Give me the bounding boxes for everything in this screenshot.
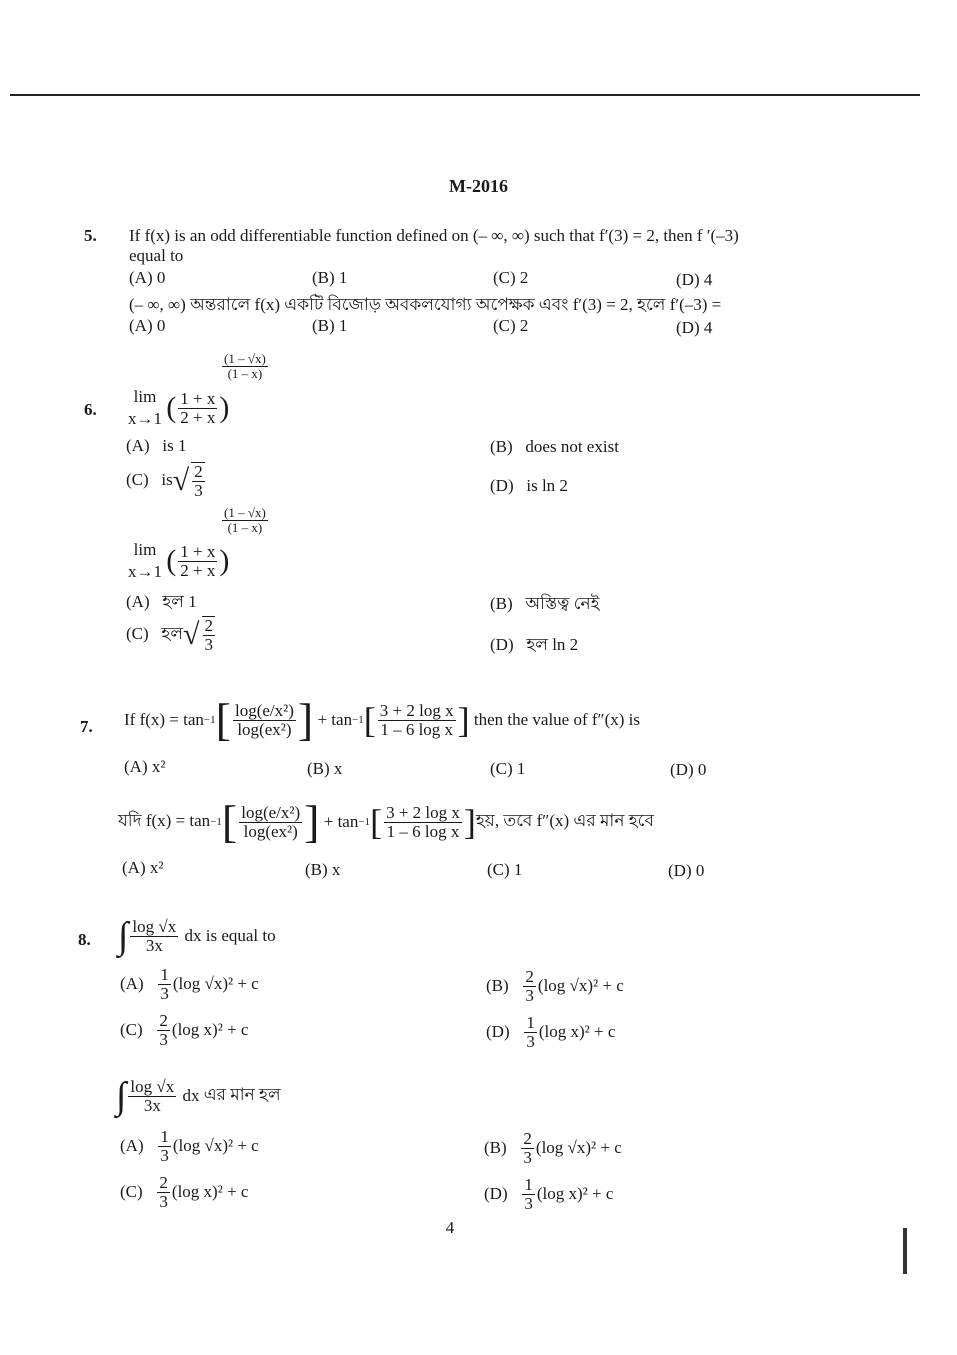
left-bracket: [: [363, 700, 376, 740]
q6-en-option-a: (A) is 1: [126, 436, 187, 455]
q6-bn-option-c: (C) হল√ $\frac{2}{3}$: [126, 616, 213, 654]
integral-icon: ∫: [118, 915, 129, 957]
q6-en-option-b: (B) does not exist: [490, 437, 619, 456]
right-bracket: ]: [297, 694, 314, 745]
question-5-text-en: If f(x) is an odd differentiable function defined on (– ∞, ∞) such that f′(3) = 2, then f ′(–3): [129, 226, 739, 245]
q6-bn-option-a: (A) হল 1: [126, 592, 197, 611]
sqrt-icon: √: [183, 617, 200, 651]
q7-en-suffix: then the value of f″(x) is: [473, 710, 641, 729]
q8-bn-option-a: (A) $\frac{1}{3}$ (log √x)² + c: [120, 1127, 259, 1165]
q7-en-expression: If f(x) = tan −1 [ $\frac{\text{log(e/x²)}}{\text{log(ex²)}}$ ] + tan −1 [ $\frac{\text{3 + 2 log x}}{\text{1 – 6 log x}}$ ] then the value of f″(x) is: [124, 694, 641, 745]
q8-en-option-a: (A) $\frac{1}{3}$ (log √x)² + c: [120, 965, 259, 1003]
exponent-numerator: (1 – √x): [224, 351, 266, 366]
q5-bn-option-d: (D) 4: [676, 318, 713, 337]
margin-mark: [903, 1228, 907, 1274]
q7-bn-suffix: হয়, তবে f″(x) এর মান হবে: [475, 811, 654, 830]
q7-en-option-a: (A) x²: [124, 757, 166, 776]
q7-en-option-b: (B) x: [307, 759, 343, 778]
exponent-denominator: (1 – x): [227, 365, 263, 381]
q5-en-option-c: (C) 2: [493, 268, 529, 287]
q7-en-option-c: (C) 1: [490, 759, 526, 778]
question-5-text-bn: (– ∞, ∞) অন্তরালে f(x) একটি বিজোড় অবকলযোগ্য অপেক্ষক এবং f′(3) = 2, হলে f′(–3) =: [129, 295, 722, 314]
right-paren: ): [219, 391, 230, 425]
q7-bn-expression: যদি f(x) = tan −1 [ $\frac{\text{log(e/x²)}}{\text{log(ex²)}}$ ] + tan −1 [ $\frac{\text{3 + 2 log x}}{\text{1 – 6 log x}}$ ] হয়, তবে f″(x) এর মান হবে: [118, 796, 654, 847]
base-denominator: 2 + x: [180, 407, 216, 427]
q5-bn-option-a: (A) 0: [129, 316, 166, 335]
q5-bn-option-c: (C) 2: [493, 316, 529, 335]
right-paren: ): [219, 544, 230, 578]
question-6-number: 6.: [84, 400, 97, 419]
right-bracket: ]: [304, 796, 320, 847]
q7-bn-option-c: (C) 1: [487, 860, 523, 879]
question-5-text-en-cont: equal to: [129, 246, 184, 265]
question-5-number: 5.: [84, 226, 97, 245]
q6-bn-option-b: (B) অস্তিত্ব নেই: [490, 594, 600, 613]
integral-icon: ∫: [116, 1075, 127, 1117]
question-7-number: 7.: [80, 717, 93, 736]
q8-bn-option-b: (B) $\frac{2}{3}$ (log √x)² + c: [484, 1129, 622, 1167]
q7-bn-option-b: (B) x: [305, 860, 341, 879]
sqrt-icon: √: [172, 463, 190, 497]
q6-en-limit-expression: [128, 386, 229, 430]
q5-en-option-d: (D) 4: [676, 270, 713, 289]
q6-en-exponent: [220, 352, 270, 380]
q8-en-option-b: (B) $\frac{2}{3}$ (log √x)² + c: [486, 967, 624, 1005]
left-bracket: [: [370, 802, 383, 842]
q6-en-option-c: (C) is√ $\frac{2}{3}$: [126, 462, 203, 500]
q8-bn-option-d: (D) $\frac{1}{3}$ (log x)² + c: [484, 1175, 614, 1213]
limit-operator: lim x→1: [128, 387, 162, 429]
q5-bn-option-b: (B) 1: [312, 316, 348, 335]
q8-en-suffix: is equal to: [205, 926, 276, 945]
left-bracket: [: [221, 796, 238, 847]
q7-bn-option-d: (D) 0: [668, 861, 705, 880]
header-rule: [10, 94, 920, 96]
base-numerator: 1 + x: [180, 388, 216, 408]
q8-en-expression: ∫ $\frac{\log √x}{3x}$ dx is equal to: [118, 915, 276, 957]
right-bracket: ]: [463, 802, 476, 842]
page-number: 4: [445, 1218, 455, 1237]
question-8-number: 8.: [78, 930, 91, 949]
left-bracket: [: [215, 694, 231, 745]
right-bracket: ]: [457, 700, 470, 740]
q6-bn-limit-expression: lim x→1 ( $\frac{1 + x}{2 + x}$ ): [128, 539, 229, 583]
q5-en-option-a: (A) 0: [129, 268, 166, 287]
q6-en-option-d: (D) is ln 2: [490, 476, 568, 495]
q8-bn-suffix: এর মান হল: [203, 1085, 281, 1104]
q8-en-option-d: (D) $\frac{1}{3}$ (log x)² + c: [486, 1013, 616, 1051]
q7-bn-option-a: (A) x²: [122, 858, 164, 877]
limit-operator: lim x→1: [128, 540, 162, 582]
q8-bn-option-c: (C) $\frac{2}{3}$ (log x)² + c: [120, 1173, 249, 1211]
q5-en-option-b: (B) 1: [312, 268, 348, 287]
left-paren: (: [166, 544, 177, 578]
q7-en-option-d: (D) 0: [670, 760, 707, 779]
q8-bn-expression: ∫ $\frac{\log √x}{3x}$ dx এর মান হল: [116, 1075, 281, 1117]
q6-bn-exponent: $\frac{(1 - √x)}{(1 - x)}$: [224, 505, 266, 535]
q8-en-option-c: (C) $\frac{2}{3}$ (log x)² + c: [120, 1011, 249, 1049]
left-paren: (: [166, 391, 177, 425]
page-header-code: M-2016: [449, 176, 508, 196]
q6-bn-option-d: (D) হল ln 2: [490, 635, 579, 654]
